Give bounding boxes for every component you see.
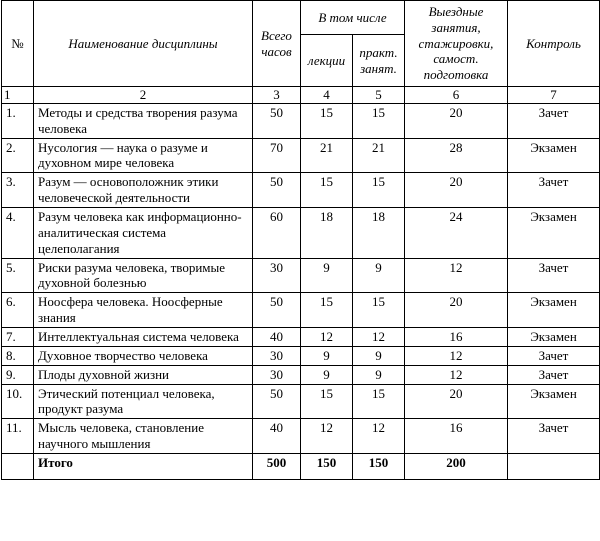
discipline-name: Интеллектуальная система человека bbox=[34, 328, 253, 347]
lecture-hours: 18 bbox=[301, 208, 353, 259]
control-type: Экзамен bbox=[508, 384, 600, 419]
lecture-hours: 21 bbox=[301, 138, 353, 173]
control-type: Зачет bbox=[508, 346, 600, 365]
control-type: Зачет bbox=[508, 258, 600, 293]
table-row bbox=[2, 384, 600, 419]
field-hours: 16 bbox=[405, 328, 508, 347]
control-type: Экзамен bbox=[508, 138, 600, 173]
total-hours: 30 bbox=[253, 258, 301, 293]
lecture-hours: 15 bbox=[301, 384, 353, 419]
header-field: Выездные занятия, стажировки, самост. подготовка bbox=[405, 1, 508, 87]
totals-total: 500 bbox=[253, 454, 301, 480]
total-hours: 30 bbox=[253, 346, 301, 365]
table-row bbox=[2, 328, 600, 347]
control-type: Зачет bbox=[508, 419, 600, 454]
row-number: 2. bbox=[2, 138, 34, 173]
row-number: 4. bbox=[2, 208, 34, 259]
practice-hours: 15 bbox=[353, 293, 405, 328]
row-number: 3. bbox=[2, 173, 34, 208]
index-cell: 4 bbox=[301, 87, 353, 104]
field-hours: 24 bbox=[405, 208, 508, 259]
discipline-name: Нусология — наука о разуме и духовном мире человека bbox=[34, 138, 253, 173]
header-practice: практ. занят. bbox=[353, 35, 405, 87]
discipline-name: Ноосфера человека. Ноосферные знания bbox=[34, 293, 253, 328]
total-hours: 40 bbox=[253, 419, 301, 454]
total-hours: 50 bbox=[253, 293, 301, 328]
table-row bbox=[2, 365, 600, 384]
index-row bbox=[2, 87, 600, 104]
table-row bbox=[2, 346, 600, 365]
field-hours: 28 bbox=[405, 138, 508, 173]
field-hours: 20 bbox=[405, 384, 508, 419]
control-type: Экзамен bbox=[508, 293, 600, 328]
table-row bbox=[2, 138, 600, 173]
field-hours: 20 bbox=[405, 293, 508, 328]
table-row bbox=[2, 419, 600, 454]
field-hours: 16 bbox=[405, 419, 508, 454]
field-hours: 12 bbox=[405, 346, 508, 365]
header-num: № bbox=[2, 1, 34, 87]
control-type: Экзамен bbox=[508, 328, 600, 347]
lecture-hours: 15 bbox=[301, 173, 353, 208]
header-name: Наименование дисциплины bbox=[34, 1, 253, 87]
totals-lectures: 150 bbox=[301, 454, 353, 480]
totals-row bbox=[2, 454, 600, 480]
practice-hours: 21 bbox=[353, 138, 405, 173]
totals-label: Итого bbox=[34, 454, 253, 480]
header-control: Контроль bbox=[508, 1, 600, 87]
field-hours: 12 bbox=[405, 258, 508, 293]
table-row bbox=[2, 293, 600, 328]
header-including: В том числе bbox=[301, 1, 405, 35]
header-total: Всего часов bbox=[253, 1, 301, 87]
control-type: Зачет bbox=[508, 103, 600, 138]
discipline-name: Разум — основоположник этики человеческой деятельности bbox=[34, 173, 253, 208]
row-number: 7. bbox=[2, 328, 34, 347]
lecture-hours: 12 bbox=[301, 419, 353, 454]
lecture-hours: 15 bbox=[301, 293, 353, 328]
total-hours: 50 bbox=[253, 173, 301, 208]
index-cell: 6 bbox=[405, 87, 508, 104]
row-number: 6. bbox=[2, 293, 34, 328]
discipline-name: Плоды духовной жизни bbox=[34, 365, 253, 384]
lecture-hours: 12 bbox=[301, 328, 353, 347]
header-lectures: лекции bbox=[301, 35, 353, 87]
totals-field: 200 bbox=[405, 454, 508, 480]
discipline-name: Риски разума человека, творимые духовной болезнью bbox=[34, 258, 253, 293]
practice-hours: 9 bbox=[353, 258, 405, 293]
practice-hours: 15 bbox=[353, 173, 405, 208]
index-cell: 2 bbox=[34, 87, 253, 104]
practice-hours: 15 bbox=[353, 384, 405, 419]
index-cell: 3 bbox=[253, 87, 301, 104]
table-row bbox=[2, 208, 600, 259]
totals-control bbox=[508, 454, 600, 480]
total-hours: 30 bbox=[253, 365, 301, 384]
discipline-name: Методы и средства творения разума человека bbox=[34, 103, 253, 138]
total-hours: 60 bbox=[253, 208, 301, 259]
total-hours: 40 bbox=[253, 328, 301, 347]
control-type: Зачет bbox=[508, 173, 600, 208]
row-number: 5. bbox=[2, 258, 34, 293]
field-hours: 12 bbox=[405, 365, 508, 384]
total-hours: 50 bbox=[253, 103, 301, 138]
table-row bbox=[2, 103, 600, 138]
row-number: 11. bbox=[2, 419, 34, 454]
table-row bbox=[2, 173, 600, 208]
index-cell: 1 bbox=[2, 87, 34, 104]
discipline-name: Этический потенциал человека, продукт разума bbox=[34, 384, 253, 419]
curriculum-table bbox=[1, 0, 600, 480]
field-hours: 20 bbox=[405, 103, 508, 138]
field-hours: 20 bbox=[405, 173, 508, 208]
index-cell: 5 bbox=[353, 87, 405, 104]
practice-hours: 18 bbox=[353, 208, 405, 259]
index-cell: 7 bbox=[508, 87, 600, 104]
discipline-name: Мысль человека, становление научного мышления bbox=[34, 419, 253, 454]
practice-hours: 15 bbox=[353, 103, 405, 138]
practice-hours: 12 bbox=[353, 419, 405, 454]
practice-hours: 9 bbox=[353, 346, 405, 365]
table-row bbox=[2, 258, 600, 293]
lecture-hours: 15 bbox=[301, 103, 353, 138]
row-number: 8. bbox=[2, 346, 34, 365]
discipline-name: Духовное творчество человека bbox=[34, 346, 253, 365]
row-number: 9. bbox=[2, 365, 34, 384]
control-type: Зачет bbox=[508, 365, 600, 384]
row-number: 1. bbox=[2, 103, 34, 138]
totals-num-cell bbox=[2, 454, 34, 480]
row-number: 10. bbox=[2, 384, 34, 419]
control-type: Экзамен bbox=[508, 208, 600, 259]
totals-practice: 150 bbox=[353, 454, 405, 480]
practice-hours: 12 bbox=[353, 328, 405, 347]
total-hours: 50 bbox=[253, 384, 301, 419]
table-body bbox=[2, 103, 600, 453]
total-hours: 70 bbox=[253, 138, 301, 173]
practice-hours: 9 bbox=[353, 365, 405, 384]
lecture-hours: 9 bbox=[301, 365, 353, 384]
lecture-hours: 9 bbox=[301, 346, 353, 365]
discipline-name: Разум человека как информационно-аналитическая система целеполагания bbox=[34, 208, 253, 259]
lecture-hours: 9 bbox=[301, 258, 353, 293]
